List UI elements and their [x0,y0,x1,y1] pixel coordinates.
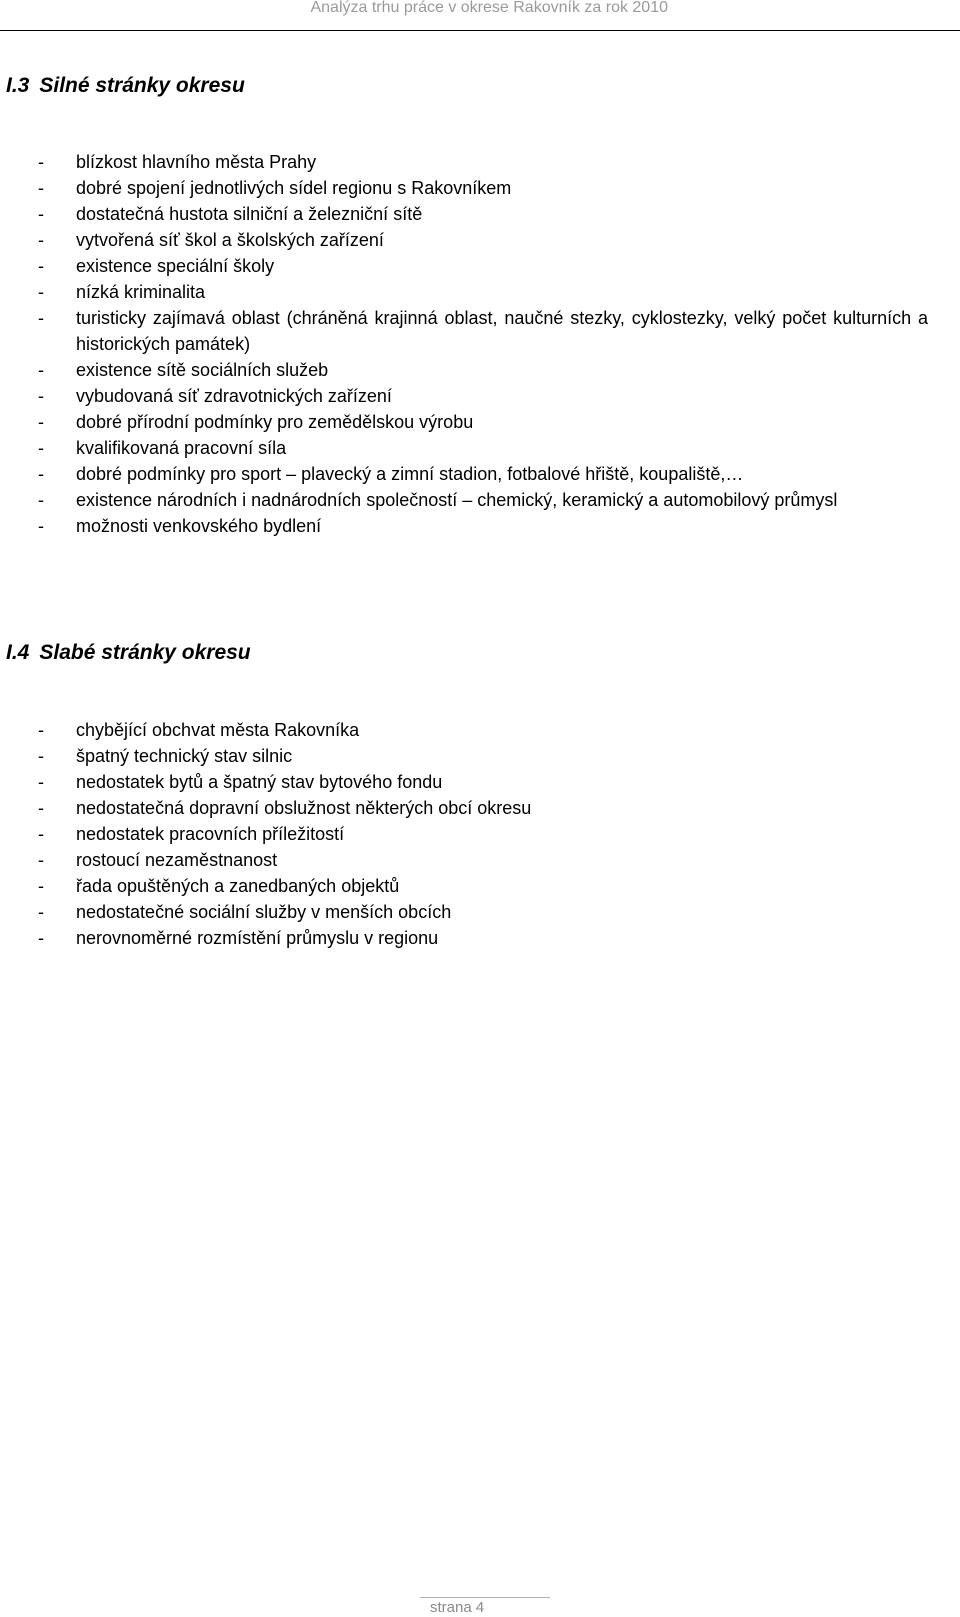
list-item [38,743,928,769]
strengths-heading [6,73,245,99]
list-item [38,253,928,279]
bullet-dash: - [38,490,44,510]
list-item [38,305,928,357]
list-item-text: možnosti venkovského bydlení [76,516,322,536]
bullet-dash: - [38,412,44,432]
list-item [38,357,928,383]
list-item-text: turisticky zajímavá oblast (chráněná krajinná oblast, naučné stezky, cyklostezky, velký počet kulturních a historických památek) [76,308,928,354]
list-item [38,925,928,951]
list-item-text: nedostatek pracovních příležitostí [76,824,345,844]
bullet-dash: - [38,902,44,922]
bullet-dash: - [38,204,44,224]
header-divider [0,30,960,31]
bullet-dash: - [38,876,44,896]
strengths-list [38,149,928,539]
bullet-dash: - [38,772,44,792]
list-item-text: špatný technický stav silnic [76,746,293,766]
list-item-text: existence sítě sociálních služeb [76,360,329,380]
list-item [38,383,928,409]
list-item [38,435,928,461]
list-item-text: kvalifikovaná pracovní síla [76,438,287,458]
list-item [38,227,928,253]
running-header-title: Analýza trhu práce v okrese Rakovník za rok 2010 [310,0,668,16]
bullet-dash: - [38,720,44,740]
bullet-dash: - [38,464,44,484]
list-item-text: nedostatečné sociální služby v menších obcích [76,902,452,922]
list-item [38,487,928,513]
list-item [38,201,928,227]
bullet-dash: - [38,282,44,302]
weaknesses-heading-title: Slabé stránky okresu [39,641,251,664]
weaknesses-list [38,717,928,951]
list-item-text: vybudovaná síť zdravotnických zařízení [76,386,392,406]
weaknesses-heading-number: I.4 [6,641,30,664]
list-item-text: dobré podmínky pro sport – plavecký a zimní stadion, fotbalové hřiště, koupaliště,… [76,464,744,484]
list-item [38,461,928,487]
bullet-dash: - [38,516,44,536]
list-item-text: dostatečná hustota silniční a železniční sítě [76,204,423,224]
strengths-heading-number: I.3 [6,74,30,97]
list-item [38,175,928,201]
list-item-text: rostoucí nezaměstnanost [76,850,278,870]
list-item-text: nedostatečná dopravní obslužnost některých obcí okresu [76,798,532,818]
bullet-dash: - [38,360,44,380]
bullet-dash: - [38,746,44,766]
bullet-dash: - [38,438,44,458]
list-item [38,847,928,873]
list-item-text: nerovnoměrné rozmístění průmyslu v regionu [76,928,439,948]
list-item-text: nízká kriminalita [76,282,206,302]
bullet-dash: - [38,798,44,818]
bullet-dash: - [38,230,44,250]
bullet-dash: - [38,386,44,406]
list-item-text: dobré spojení jednotlivých sídel regionu s Rakovníkem [76,178,512,198]
list-item-text: vytvořená síť škol a školských zařízení [76,230,384,250]
list-item-text: existence speciální školy [76,256,275,276]
list-item [38,513,928,539]
bullet-dash: - [38,850,44,870]
list-item [38,795,928,821]
strengths-heading-title: Silné stránky okresu [39,74,245,97]
list-item-text: blízkost hlavního města Prahy [76,152,317,172]
list-item [38,279,928,305]
bullet-dash: - [38,824,44,844]
bullet-dash: - [38,256,44,276]
running-header [0,0,960,24]
footer-divider [420,1597,550,1598]
bullet-dash: - [38,308,44,328]
list-item [38,873,928,899]
list-item [38,899,928,925]
list-item-text: existence národních i nadnárodních společností – chemický, keramický a automobilový průmysl [76,490,838,510]
list-item [38,821,928,847]
list-item-text: řada opuštěných a zanedbaných objektů [76,876,400,896]
bullet-dash: - [38,928,44,948]
list-item-text: dobré přírodní podmínky pro zemědělskou výrobu [76,412,474,432]
bullet-dash: - [38,178,44,198]
list-item-text: nedostatek bytů a špatný stav bytového fondu [76,772,443,792]
weaknesses-heading [6,640,251,666]
list-item [38,409,928,435]
list-item [38,769,928,795]
bullet-dash: - [38,152,44,172]
list-item [38,717,928,743]
list-item [38,149,928,175]
page-number: strana 4 [430,1599,485,1616]
list-item-text: chybějící obchvat města Rakovníka [76,720,360,740]
